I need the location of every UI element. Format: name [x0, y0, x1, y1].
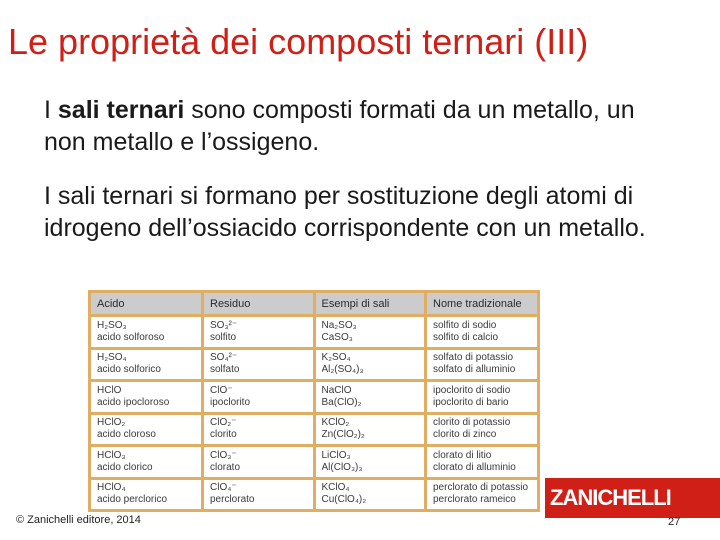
table-row	[91, 446, 537, 479]
bold-term: sali ternari	[57, 96, 185, 124]
table-cell	[203, 478, 315, 509]
cell-line: clorito di zinco	[433, 429, 497, 441]
table-cell	[91, 316, 203, 349]
salts-table-image	[88, 290, 540, 512]
cell-line: NaClO	[321, 384, 352, 396]
paragraph-formation: I sali ternari si formano per sostituzione degli atomi di idrogeno dell’ossiacido corrispondente con un metallo.	[44, 182, 646, 242]
cell-line: ClO₂⁻	[210, 417, 237, 429]
cell-line: HClO₄	[97, 482, 126, 494]
cell-line: KClO₄	[321, 482, 350, 494]
table-cell	[91, 348, 203, 381]
table-cell	[314, 446, 426, 479]
table-cell	[426, 348, 538, 381]
table-row	[91, 413, 537, 446]
cell-line: Al₂(SO₄)₃	[321, 364, 364, 376]
cell-line: H₂SO₄	[97, 352, 127, 364]
copyright-notice: © Zanichelli editore, 2014	[16, 514, 141, 526]
table-cell	[314, 478, 426, 509]
cell-line: CaSO₃	[321, 331, 353, 343]
table-cell	[91, 413, 203, 446]
cell-line: SO₃²⁻	[210, 319, 238, 331]
table-cell	[203, 381, 315, 414]
table-cell	[314, 381, 426, 414]
table-cell	[426, 478, 538, 509]
cell-line: solfito di sodio	[433, 319, 497, 331]
page-number: 27	[668, 516, 681, 528]
table-cell	[314, 413, 426, 446]
cell-line: solfato	[210, 364, 240, 376]
cell-line: ipoclorito di bario	[433, 396, 509, 408]
cell-line: LiClO₃	[321, 449, 351, 461]
cell-line: perclorato rameico	[433, 494, 516, 506]
paragraph-prefix: I	[44, 96, 58, 124]
cell-line: clorato	[210, 461, 241, 473]
cell-line: HClO₃	[97, 449, 126, 461]
cell-line: perclorato	[210, 494, 255, 506]
header-nome: Nome tradizionale	[426, 293, 538, 316]
cell-line: acido clorico	[97, 461, 153, 473]
cell-line: clorito di potassio	[433, 417, 511, 429]
cell-line: solfito	[210, 331, 237, 343]
table-cell	[203, 316, 315, 349]
paragraph-rest: sono composti formati da un metallo, un non metallo e l’ossigeno.	[44, 96, 635, 156]
cell-line: perclorato di potassio	[433, 482, 529, 494]
cell-line: H₂SO₃	[97, 319, 127, 331]
table-cell	[426, 316, 538, 349]
cell-line: K₂SO₄	[321, 352, 351, 364]
table-cell	[314, 348, 426, 381]
header-esempi: Esempi di sali	[314, 293, 426, 316]
cell-line: solfato di potassio	[433, 352, 514, 364]
table-row	[91, 381, 537, 414]
cell-line: Al(ClO₃)₃	[321, 461, 363, 473]
cell-line: Zn(ClO₂)₂	[321, 429, 365, 441]
cell-line: clorato di litio	[433, 449, 492, 461]
table-cell	[426, 446, 538, 479]
cell-line: ipoclorito	[210, 396, 251, 408]
cell-line: clorito	[210, 429, 237, 441]
cell-line: Na₂SO₃	[321, 319, 357, 331]
cell-line: acido perclorico	[97, 494, 168, 506]
cell-line: ClO₃⁻	[210, 449, 237, 461]
table-cell	[203, 348, 315, 381]
cell-line: Cu(ClO₄)₂	[321, 494, 367, 506]
cell-line: clorato di alluminio	[433, 461, 516, 473]
slide-title: Le proprietà dei composti ternari (III)	[8, 21, 589, 62]
table-header-row	[91, 293, 537, 316]
cell-line: SO₄²⁻	[210, 352, 238, 364]
table-cell	[314, 316, 426, 349]
header-residuo: Residuo	[203, 293, 315, 316]
table-cell	[203, 413, 315, 446]
cell-line: acido solforoso	[97, 331, 165, 343]
cell-line: solfito di calcio	[433, 331, 499, 343]
cell-line: acido solforico	[97, 364, 161, 376]
cell-line: ClO⁻	[210, 384, 233, 396]
table-cell	[203, 446, 315, 479]
table-cell	[426, 413, 538, 446]
cell-line: HClO₂	[97, 417, 126, 429]
table-cell	[426, 381, 538, 414]
paragraph-definition	[44, 94, 664, 158]
cell-line: ipoclorito di sodio	[433, 384, 511, 396]
cell-line: acido ipocloroso	[97, 396, 170, 408]
table-row	[91, 316, 537, 349]
cell-line: HClO	[97, 384, 122, 396]
cell-line: ClO₄⁻	[210, 482, 237, 494]
zanichelli-logo: ZANICHELLI	[545, 478, 720, 518]
table-row	[91, 478, 537, 509]
header-acido: Acido	[91, 293, 203, 316]
table-cell	[91, 478, 203, 509]
cell-line: solfato di alluminio	[433, 364, 516, 376]
table-cell	[91, 446, 203, 479]
cell-line: Ba(ClO)₂	[321, 396, 362, 408]
table-row	[91, 348, 537, 381]
cell-line: KClO₂	[321, 417, 350, 429]
salts-table	[91, 293, 537, 509]
table-cell	[91, 381, 203, 414]
cell-line: acido cloroso	[97, 429, 156, 441]
